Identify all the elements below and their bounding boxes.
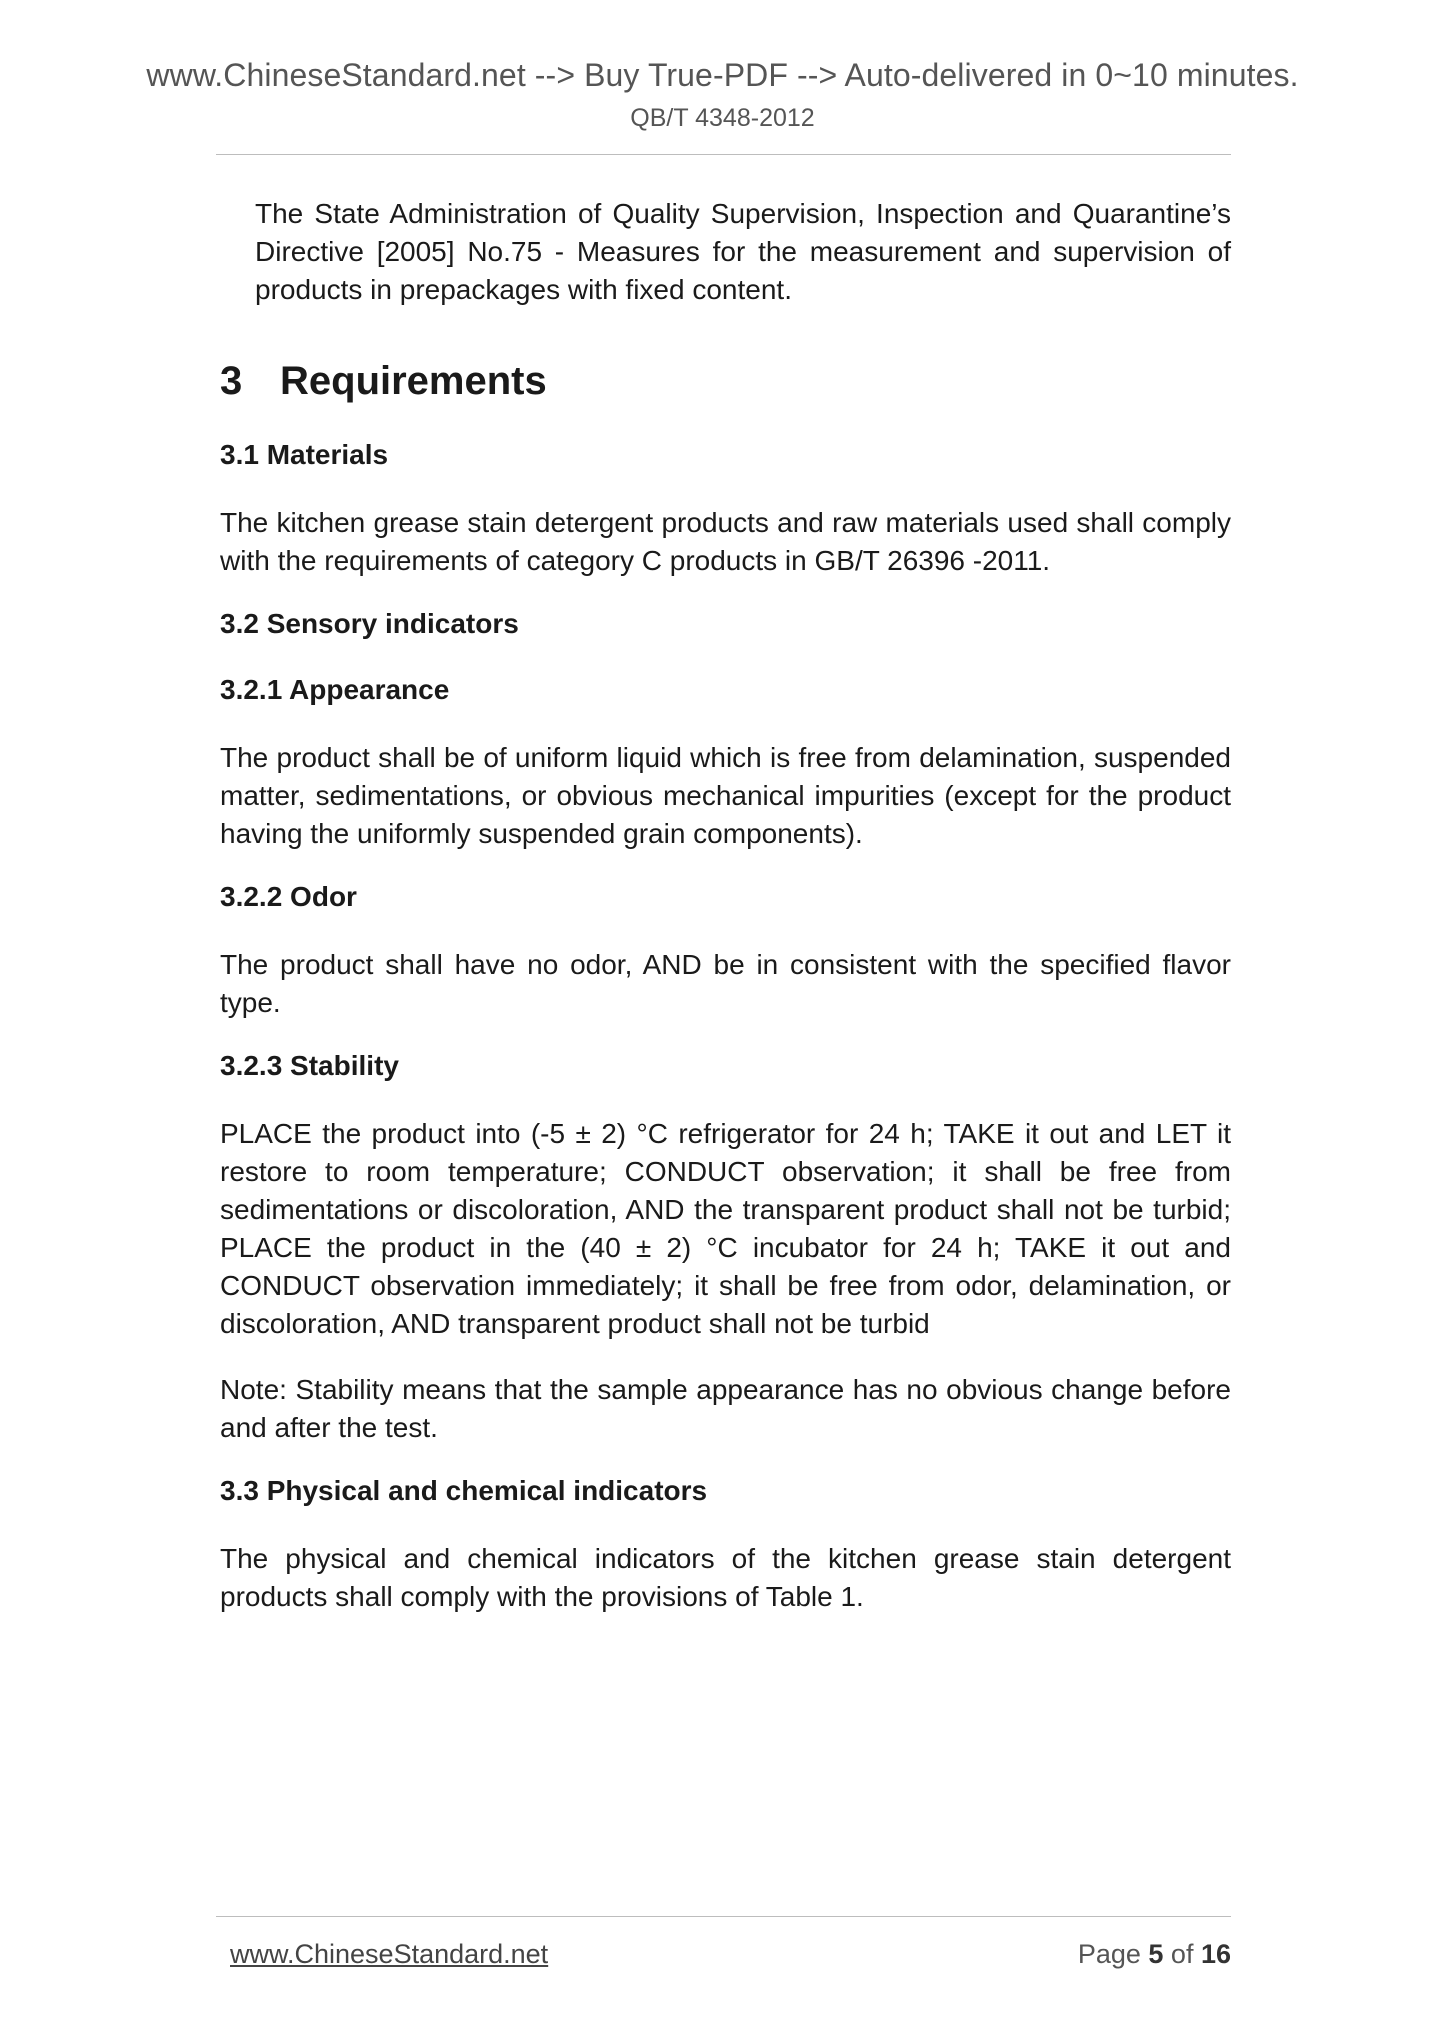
intro-paragraph: The State Administration of Quality Supervision, Inspection and Quarantine’s Directive [2005] No.75 - Measures for the measurement and supervision of products in prepackages with fixed content.: [255, 198, 1231, 305]
paragraph-3-3: The physical and chemical indicators of the kitchen grease stain detergent products shall comply with the provisions of Table 1.: [220, 1543, 1231, 1612]
standard-code: QB/T 4348-2012: [630, 104, 815, 132]
page-number: [1078, 1939, 1231, 1970]
header-divider: [216, 154, 1231, 155]
heading-3-2: 3.2 Sensory indicators: [220, 608, 519, 639]
note-3-2-3: Note: Stability means that the sample appearance has no obvious change before and after the test.: [220, 1374, 1231, 1443]
section-title: Requirements: [280, 359, 547, 403]
heading-3-2-2: 3.2.2 Odor: [220, 881, 357, 912]
heading-3-2-3: 3.2.3 Stability: [220, 1050, 399, 1081]
paragraph-3-2-1: The product shall be of uniform liquid which is free from delamination, suspended matter, sedimentations, or obvious mechanical impurities (except for the product having the uniformly suspended grain components).: [220, 742, 1231, 849]
section-number: 3: [220, 359, 243, 403]
header-banner: www.ChineseStandard.net --> Buy True-PDF --> Auto-delivered in 0~10 minutes.: [146, 57, 1299, 93]
page-of: of: [1163, 1939, 1201, 1969]
footer-divider: [216, 1916, 1231, 1917]
page-prefix: Page: [1077, 1939, 1149, 1969]
page-total: 16: [1200, 1939, 1231, 1969]
paragraph-3-2-3: PLACE the product into (-5 ± 2) °C refrigerator for 24 h; TAKE it out and LET it restore to room temperature; CONDUCT observation; it shall be free from sedimentations or discoloration, AND the transparent product shall not be turbid; PLACE the product in the (40 ± 2) °C incubator for 24 h; TAKE it out and CONDUCT observation immediately; it shall be free from odor, delamination, or discoloration, AND transparent product shall not be turbid: [220, 1118, 1231, 1339]
footer-website-link[interactable]: www.ChineseStandard.net: [230, 1939, 549, 1969]
heading-3-2-1: 3.2.1 Appearance: [220, 674, 450, 705]
page-content: [220, 195, 1231, 1616]
heading-3-1: 3.1 Materials: [220, 439, 389, 470]
section-heading-requirements: [220, 359, 1231, 404]
paragraph-3-1: The kitchen grease stain detergent products and raw materials used shall comply with the requirements of category C products in GB/T 26396 -2011.: [220, 507, 1231, 576]
paragraph-3-2-2: The product shall have no odor, AND be in consistent with the specified flavor type.: [220, 949, 1231, 1018]
page-current: 5: [1148, 1939, 1164, 1969]
heading-3-3: 3.3 Physical and chemical indicators: [220, 1475, 708, 1506]
